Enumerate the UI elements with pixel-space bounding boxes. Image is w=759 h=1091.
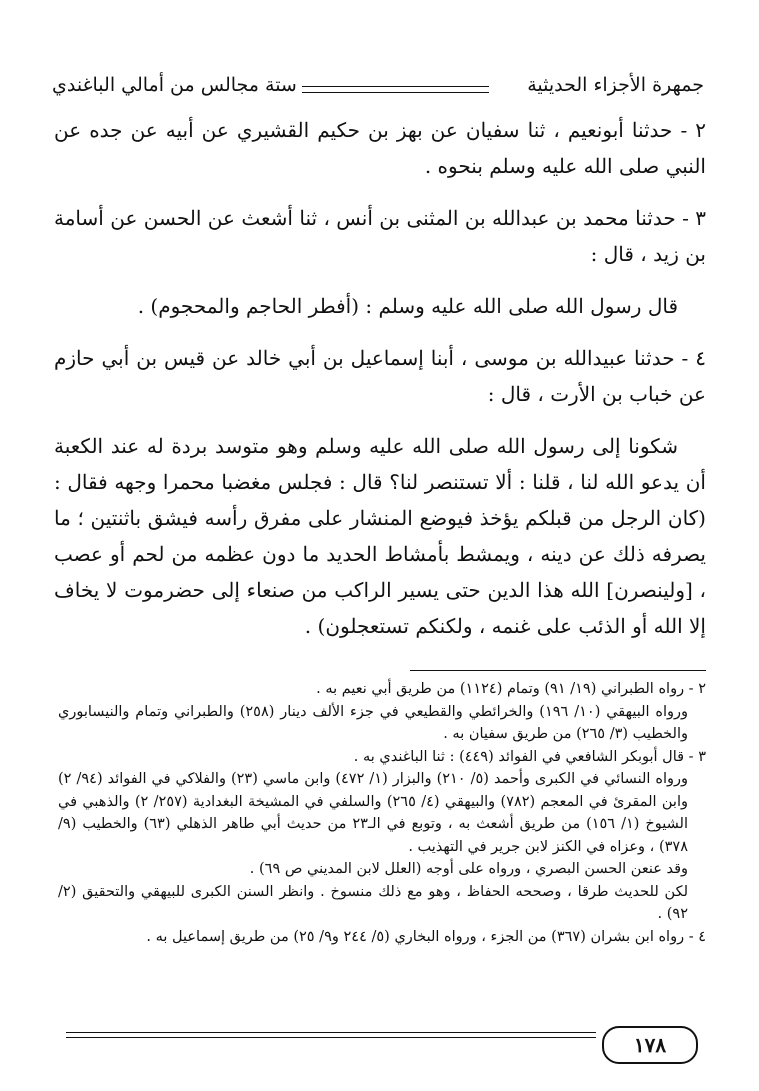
footnotes [58,678,706,948]
footer-divider [66,1032,596,1038]
running-header [52,74,704,104]
hadith-2: ٢ - حدثنا أبونعيم ، ثنا سفيان عن بهز بن حكيم القشيري عن أبيه عن جده عن النبي صلى الله عليه وسلم بنحوه . [54,118,706,178]
footnote-2: ٢ - رواه الطبراني (١٩/ ٩١) وتمام (١١٢٤) من طريق أبي نعيم به . [316,681,706,697]
book-title: ستة مجالس من أمالي الباغندي [52,74,297,96]
hadith-4-matn: شكونا إلى رسول الله صلى الله عليه وسلم وهو متوسد بردة له عند الكعبة أن يدعو الله لنا ، قلنا : ألا تستنصر لنا؟ قال : فجلس مغضبا محمرا وجهه فقال : (كان الرجل من قبلكم يؤخذ فيوضع المنشار على مفرق رأسه فيشق باثنتين ؛ ما يصرفه ذلك عن دينه ، ويمشط بأمشاط الحديد ما دون عظمه من لحم أو عصب ، [ولينصرن] الله هذا الدين حتى يسير الراكب من صنعاء إلى حضرموت لا يخاف إلا الله أو الذئب على غنمه ، ولكنكم تستعجلون) . [54,434,706,638]
footnote-3: ٣ - قال أبوبكر الشافعي في الفوائد (٤٤٩) : ثنا الباغندي به . [353,748,706,765]
collection-title: جمهرة الأجزاء الحديثية [527,74,704,96]
main-text [54,112,706,660]
hadith-4-isnad: ٤ - حدثنا عبيدالله بن موسى ، أبنا إسماعيل بن أبي خالد عن قيس بن أبي حازم عن خباب بن الأرت ، قال : [54,346,706,406]
page-number: ١٧٨ [602,1026,698,1064]
footnote-2-cont: ورواه البيهقي (١٠/ ١٩٦) والخرائطي والقطيعي في جزء الألف دينار (٢٥٨) والطبراني وتمام والنيسابوري والخطيب (٣/ ٢٦٥) من طريق سفيان به . [58,703,689,742]
footnote-4: ٤ - رواه ابن بشران (٣٦٧) من الجزء ، ورواه البخاري (٥/ ٢٤٤ و٩/ ٢٥) من طريق إسماعيل به . [146,928,706,945]
footnote-3-note-2: لكن للحديث طرقا ، وصححه الحفاظ ، وهو مع ذلك منسوخ . وانظر السنن الكبرى للبيهقي والتحقيق (٢/ ٩٢) . [58,883,688,922]
footnote-3-note: وقد عنعن الحسن البصري ، ورواه على أوجه (العلل لابن المديني ص ٦٩) . [249,861,688,877]
footnote-3-cont: ورواه النسائي في الكبرى وأحمد (٥/ ٢١٠) والبزار (١/ ٤٧٢) وابن ماسي (٢٣) والفلاكي في الفوائد (٩٤/ ٢) وابن المقرئ في المعجم (٧٨٢) والبيهقي (٤/ ٢٦٥) والسلفي في المشيخة البغدادية (٢٥٧/ ٢) والذهبي في الشيوخ (١/ ١٥٦) من طريق أشعث به ، وتوبع في الـ٢٣ من حديث أبي طاهر الذهلي (٦٣) والخطيب (٩/ ٣٧٨) ، وعزاه في الكنز لابن جرير في التهذيب . [58,771,689,855]
hadith-3-matn: قال رسول الله صلى الله عليه وسلم : (أفطر الحاجم والمحجوم) . [137,294,678,318]
footnote-separator [410,670,706,671]
header-divider [302,86,489,93]
hadith-3-isnad: ٣ - حدثنا محمد بن عبدالله بن المثنى بن أنس ، ثنا أشعث عن الحسن عن أسامة بن زيد ، قال : [54,206,706,266]
